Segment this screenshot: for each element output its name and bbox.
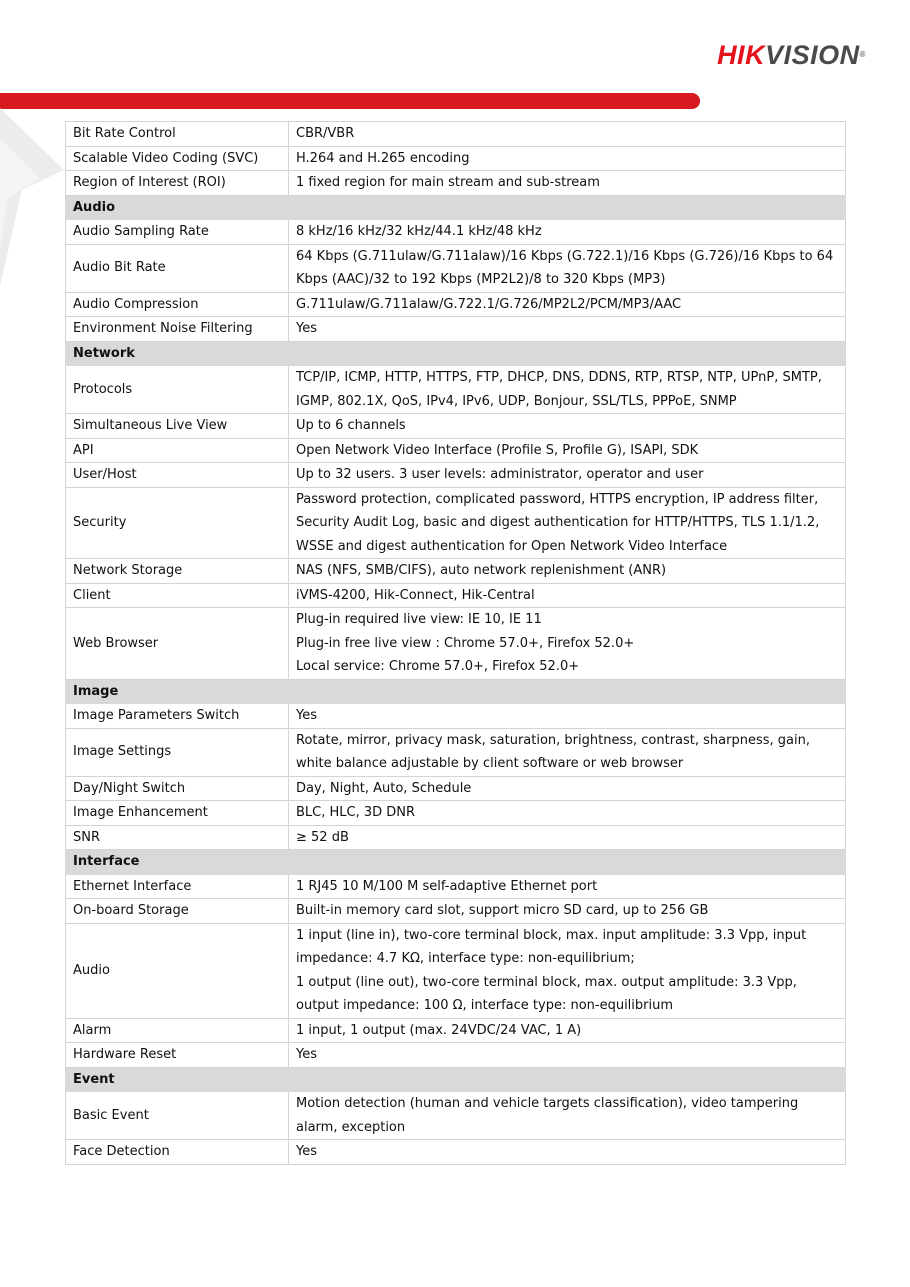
spec-row [66,559,846,584]
spec-value-line: Plug-in free live view : Chrome 57.0+, Firefox 52.0+ [296,635,635,651]
spec-value-line: 1 input, 1 output (max. 24VDC/24 VAC, 1 A) [296,1022,582,1038]
spec-value [289,1018,846,1043]
spec-row [66,463,846,488]
spec-row [66,171,846,196]
spec-value [289,801,846,826]
spec-value-line: 1 input (line in), two-core terminal block, max. input amplitude: 3.3 Vpp, input impedance: 4.7 KΩ, interface type: non-equilibrium; [296,927,807,966]
spec-label: Image Parameters Switch [66,704,289,729]
spec-value [289,608,846,680]
section-title: Interface [66,850,846,875]
spec-label: Audio [66,923,289,1018]
spec-label: Bit Rate Control [66,122,289,147]
spec-value-line: Password protection, complicated password, HTTPS encryption, IP address filter, Security Audit Log, basic and digest authentication for HTTP/HTTPS, TLS 1.1/1.2, WSSE and digest authentication for Open Network Video Interface [296,491,820,554]
spec-row [66,146,846,171]
spec-label: Alarm [66,1018,289,1043]
spec-value-line: ≥ 52 dB [296,829,349,845]
spec-label: Region of Interest (ROI) [66,171,289,196]
spec-row [66,438,846,463]
spec-label: Audio Sampling Rate [66,220,289,245]
section-title: Image [66,679,846,704]
spec-value-line: NAS (NFS, SMB/CIFS), auto network replenishment (ANR) [296,563,667,578]
spec-row [66,366,846,414]
logo-part-gray: VISION [765,40,860,70]
spec-label: Audio Compression [66,292,289,317]
spec-value-line: Built-in memory card slot, support micro SD card, up to 256 GB [296,903,709,918]
spec-row [66,1140,846,1165]
spec-value [289,899,846,924]
spec-label: Client [66,583,289,608]
spec-value [289,292,846,317]
spec-label: Security [66,487,289,559]
spec-value-line: Yes [296,321,317,336]
spec-value-line: Yes [296,1144,317,1159]
logo-part-red: HIK [717,40,766,70]
spec-label: Hardware Reset [66,1043,289,1068]
specification-table [65,121,846,1165]
spec-value [289,583,846,608]
spec-value-line: Yes [296,708,317,723]
spec-value-line: Rotate, mirror, privacy mask, saturation, brightness, contrast, sharpness, gain, white balance adjustable by client software or web browser [296,732,810,771]
spec-value-line: Plug-in required live view: IE 10, IE 11 [296,612,542,627]
spec-label: Web Browser [66,608,289,680]
section-header-row [66,1067,846,1092]
watermark-star-shape [0,108,70,298]
spec-label: Environment Noise Filtering [66,317,289,342]
spec-label: Network Storage [66,559,289,584]
spec-value [289,220,846,245]
registered-mark: ® [859,50,866,59]
spec-value-line: Yes [296,1047,317,1062]
section-header-row [66,195,846,220]
spec-row [66,923,846,1018]
spec-value [289,1140,846,1165]
spec-value-line: Open Network Video Interface (Profile S, Profile G), ISAPI, SDK [296,442,699,458]
spec-value [289,487,846,559]
spec-label: On-board Storage [66,899,289,924]
section-header-row [66,850,846,875]
spec-label: API [66,438,289,463]
spec-row [66,801,846,826]
spec-value [289,728,846,776]
spec-value-line: 64 Kbps (G.711ulaw/G.711alaw)/16 Kbps (G.722.1)/16 Kbps (G.726)/16 Kbps to 64 Kbps (AAC)/32 to 192 Kbps (MP2L2)/8 to 320 Kbps (MP3) [296,248,834,287]
section-header-row [66,679,846,704]
spec-value [289,704,846,729]
spec-row [66,244,846,292]
spec-value [289,414,846,439]
spec-row [66,704,846,729]
spec-row [66,220,846,245]
spec-value-line: 1 RJ45 10 M/100 M self-adaptive Ethernet port [296,878,598,894]
spec-value-line: 1 output (line out), two-core terminal block, max. output amplitude: 3.3 Vpp, output impedance: 100 Ω, interface type: non-equilibrium [296,974,797,1013]
spec-row [66,317,846,342]
header-red-bar [0,93,700,109]
spec-row [66,608,846,680]
spec-value [289,923,846,1018]
spec-label: User/Host [66,463,289,488]
spec-row [66,899,846,924]
spec-label: Audio Bit Rate [66,244,289,292]
spec-value [289,1043,846,1068]
spec-label: Face Detection [66,1140,289,1165]
hikvision-logo [717,40,866,70]
spec-label: Simultaneous Live View [66,414,289,439]
spec-value-line: TCP/IP, ICMP, HTTP, HTTPS, FTP, DHCP, DNS, DDNS, RTP, RTSP, NTP, UPnP, SMTP, IGMP, 802.1X, QoS, IPv4, IPv6, UDP, Bonjour, SSL/TLS, PPPoE, SNMP [296,370,822,409]
spec-row [66,487,846,559]
spec-value-line: H.264 and H.265 encoding [296,150,470,166]
spec-value-line: Day, Night, Auto, Schedule [296,780,472,796]
spec-value-line: Local service: Chrome 57.0+, Firefox 52.0+ [296,659,580,674]
spec-value-line: Up to 6 channels [296,418,406,433]
spec-value [289,171,846,196]
section-title: Network [66,341,846,366]
spec-row [66,1043,846,1068]
spec-row [66,583,846,608]
spec-label: Basic Event [66,1092,289,1140]
spec-value [289,874,846,899]
spec-label: Day/Night Switch [66,776,289,801]
spec-row [66,122,846,147]
spec-value [289,1092,846,1140]
spec-label: SNR [66,825,289,850]
spec-value-line: iVMS-4200, Hik-Connect, Hik-Central [296,587,535,603]
spec-value [289,438,846,463]
spec-label: Image Settings [66,728,289,776]
section-header-row [66,341,846,366]
spec-value [289,559,846,584]
spec-value [289,776,846,801]
spec-row [66,292,846,317]
spec-value [289,146,846,171]
spec-row [66,1018,846,1043]
spec-row [66,414,846,439]
spec-row [66,728,846,776]
spec-row [66,874,846,899]
spec-value-line: 8 kHz/16 kHz/32 kHz/44.1 kHz/48 kHz [296,224,542,239]
spec-label: Ethernet Interface [66,874,289,899]
spec-label: Image Enhancement [66,801,289,826]
spec-value [289,366,846,414]
spec-value-line: 1 fixed region for main stream and sub-stream [296,175,600,190]
spec-value-line: BLC, HLC, 3D DNR [296,805,416,820]
spec-value [289,244,846,292]
spec-row [66,776,846,801]
spec-value-line: Up to 32 users. 3 user levels: administrator, operator and user [296,467,704,482]
spec-label: Protocols [66,366,289,414]
spec-value [289,463,846,488]
spec-value-line: Motion detection (human and vehicle targets classification), video tampering alarm, exception [296,1096,799,1135]
spec-value-line: G.711ulaw/G.711alaw/G.722.1/G.726/MP2L2/PCM/MP3/AAC [296,296,682,312]
spec-value [289,825,846,850]
section-title: Audio [66,195,846,220]
section-title: Event [66,1067,846,1092]
spec-row [66,825,846,850]
spec-value [289,317,846,342]
spec-value [289,122,846,147]
spec-label: Scalable Video Coding (SVC) [66,146,289,171]
spec-value-line: CBR/VBR [296,126,355,141]
spec-row [66,1092,846,1140]
